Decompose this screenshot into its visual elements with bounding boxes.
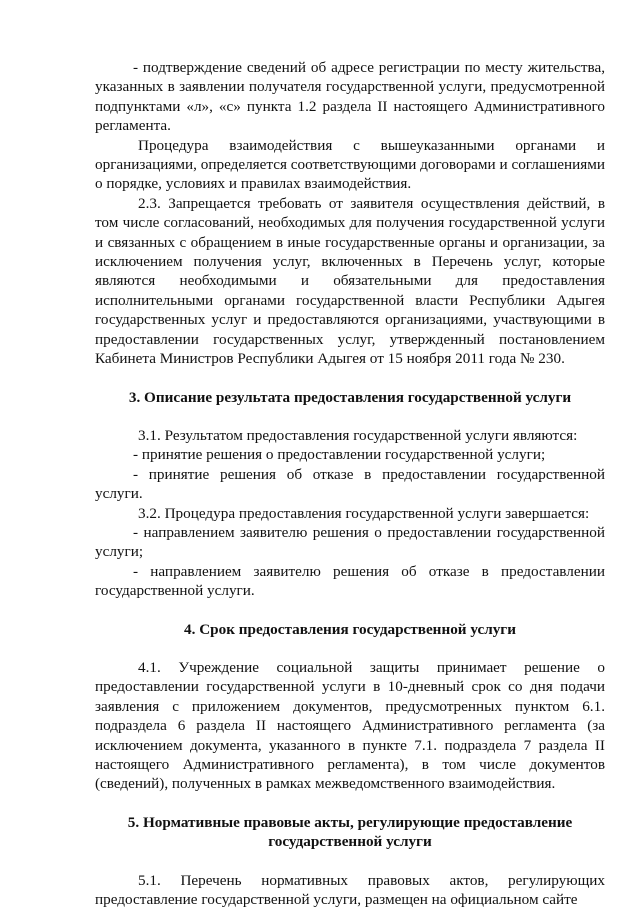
paragraph-3-2: 3.2. Процедура предоставления государственной услуги завершается: [138,504,590,522]
paragraph-interaction-procedure: Процедура взаимодействия с вышеуказанными органами и организациями, определяется соответствующими договорами и соглашениями о порядке, условиях и правилах взаимодействия. [95,136,605,193]
section-4-heading: 4. Срок предоставления государственной услуги [184,620,516,638]
list-item-send-grant: - направлением заявителю решения о предоставлении государственной услуги; [95,523,605,561]
section-5-heading: 5. Нормативные правовые акты, регулирующие предоставление государственной услуги [127,813,573,851]
section-3-heading: 3. Описание результата предоставления государственной услуги [128,388,572,406]
list-item-send-refusal: - направлением заявителю решения об отказе в предоставлении государственной услуги. [95,562,605,600]
paragraph-4-1: 4.1. Учреждение социальной защиты принимает решение о предоставлении государственной услуги в 10-дневный срок со дня подачи заявления с приложением документов, предусмотренных пунктом 6.1. подраздела 6 раздела II настоящего Административного регламента (за исключением документа, указанного в пункте 7.1. подраздела 7 раздела II настоящего Административного регламента), в том числе документов (сведений), полученных в рамках межведомственного взаимодействия. [95,658,605,793]
paragraph-address-confirmation: - подтверждение сведений об адресе регистрации по месту жительства, указанных в заявлении получателя государственной услуги, предусмотренной подпунктами «л», «с» пункта 1.2 раздела II настоящего Административного регламента. [95,59,605,135]
paragraph-3-1: 3.1. Результатом предоставления государственной услуги являются: [138,426,578,444]
paragraph-5-1: 5.1. Перечень нормативных правовых актов, регулирующих предоставление государственной услуги, размещен на официальном сайте [95,871,605,909]
document-page [95,58,605,909]
list-item-refusal-decision: - принятие решения об отказе в предоставлении государственной услуги. [95,465,605,503]
paragraph-2-3: 2.3. Запрещается требовать от заявителя осуществления действий, в том числе согласований, необходимых для получения государственной услуги и связанных с обращением в иные государственные органы и организации, за исключением получения услуг, включенных в Перечень услуг, которые являются необходимыми и обязательными для предоставления исполнительными органами государственной власти Республики Адыгея государственных услуг и предоставляются организациями, участвующими в предоставлении государственных услуг, утвержденный постановлением Кабинета Министров Республики Адыгея от 15 ноября 2011 года № 230. [95,194,605,368]
list-item-grant-decision: - принятие решения о предоставлении государственной услуги; [133,446,546,464]
